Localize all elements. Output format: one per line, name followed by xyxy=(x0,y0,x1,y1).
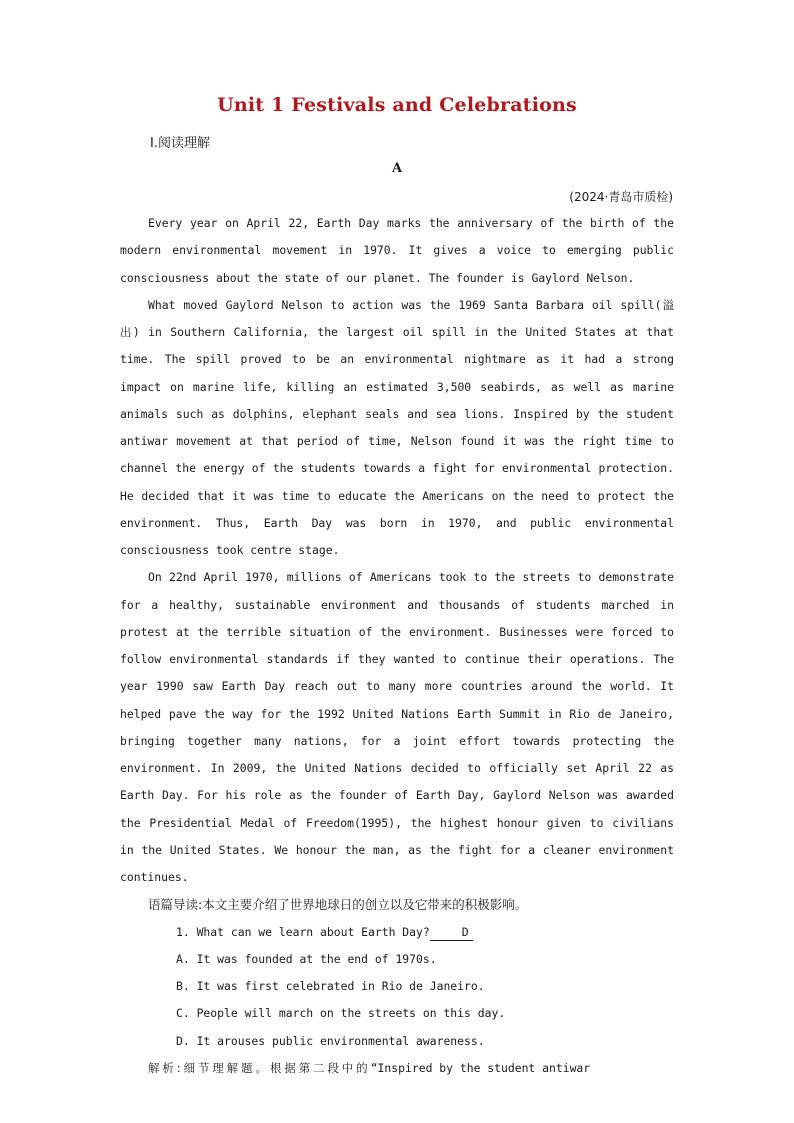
question-text: 1. What can we learn about Earth Day? xyxy=(176,924,430,939)
passage-label: A xyxy=(391,161,403,176)
reading-guide: 语篇导读:本文主要介绍了世界地球日的创立以及它带来的积极影响。 xyxy=(148,897,528,913)
option-a: A. It was founded at the end of 1970s. xyxy=(176,951,437,966)
paragraph-2: What moved Gaylord Nelson to action was the 1969 Santa Barbara oil spill(溢出) in Southern California, the largest oil spill in the United States at that time. The spill proved to be an environmental nightmare as it had a strong impact on marine life, killing an estimated 3,500 seabirds, as well as marine animals such as dolphins, elephant seals and sea lions. Inspired by the student antiwar movement at that period of time, Nelson found it was the right time to channel the energy of the students towards a fight for environmental protection. He decided that it was time to educate the Americans on the need to protect the environment. Thus, Earth Day was born in 1970, and public environmental consciousness took centre stage. xyxy=(120,297,674,557)
unit-title: Unit 1 Festivals and Celebrations xyxy=(217,94,577,116)
analysis-prefix: 解析:细节理解题。根据第二段中的 xyxy=(148,1060,371,1075)
paragraph-3: On 22nd April 1970, millions of Americans took to the streets to demonstrate for a healthy, sustainable environment and thousands of students marched in protest at the terrible situation of the environment. Businesses were forced to follow environmental standards if they wanted to continue their operations. The year 1990 saw Earth Day reach out to many more countries around the world. It helped pave the way for the 1992 United Nations Earth Summit in Rio de Janeiro, bringing together many nations, for a joint effort towards protecting the environment. In 2009, the United Nations decided to officially set April 22 as Earth Day. For his role as the founder of Earth Day, Gaylord Nelson was awarded the Presidential Medal of Freedom(1995), the highest honour given to civilians in the United States. We honour the man, as the fight for a cleaner environment continues. xyxy=(120,570,674,884)
analysis xyxy=(120,1055,674,1082)
section-label: Ⅰ.阅读理解 xyxy=(150,136,210,151)
question-1 xyxy=(120,919,674,946)
option-c: C. People will march on the streets on this day. xyxy=(176,1006,506,1021)
paragraph-1: Every year on April 22, Earth Day marks the anniversary of the birth of the modern environmental movement in 1970. It gives a voice to emerging public consciousness about the state of our planet. The founder is Gaylord Nelson. xyxy=(120,216,674,285)
option-d: D. It arouses public environmental awareness. xyxy=(176,1033,485,1048)
analysis-quote: “Inspired by the student antiwar xyxy=(370,1060,591,1075)
answer-blank: D xyxy=(430,924,473,941)
source-citation: (2024·青岛市质检) xyxy=(569,190,673,204)
passage-body xyxy=(120,210,674,1082)
option-b: B. It was first celebrated in Rio de Janeiro. xyxy=(176,979,485,993)
